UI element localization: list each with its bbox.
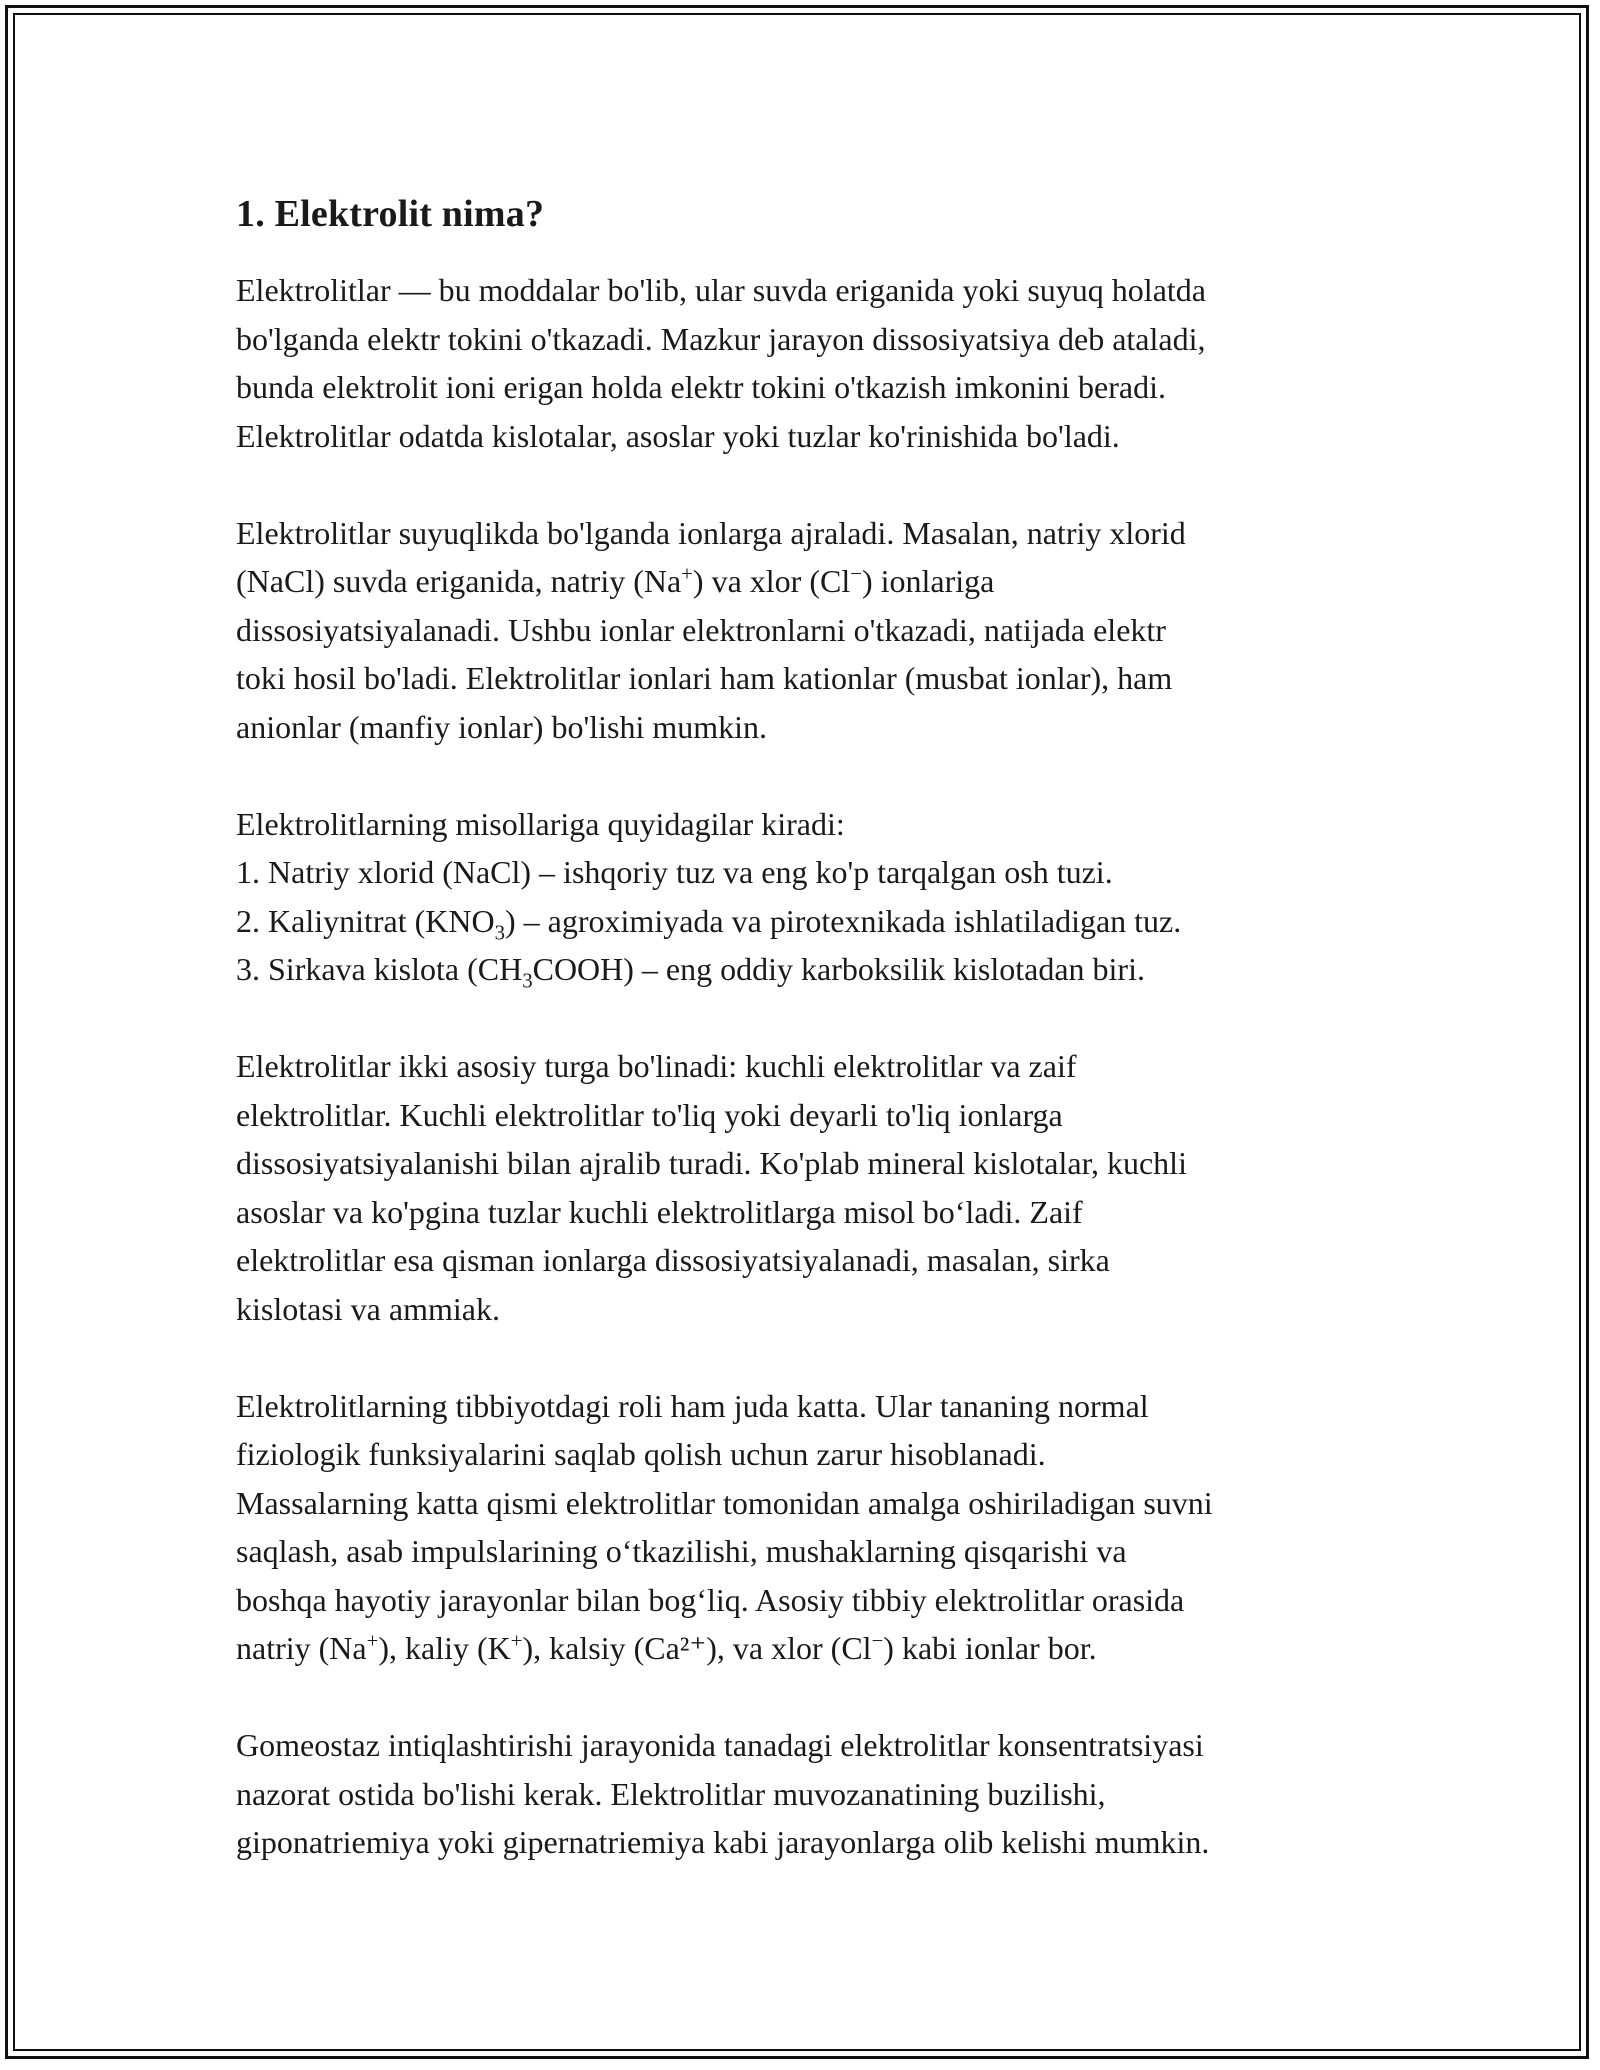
text-line: Gomeostaz intiqlashtirishi jarayonida tanadagi elektrolitlar konsentratsiyasi — [236, 1727, 1204, 1763]
text-run: (NaCl) suvda eriganida, natriy (Na — [236, 563, 682, 599]
text-line: Massalarning katta qismi elektrolitlar tomonidan amalga oshiriladigan suvni — [236, 1484, 1213, 1521]
superscript: + — [681, 562, 693, 586]
paragraph-definition — [236, 266, 1366, 460]
text-line: dissosiyatsiyalanadi. Ushbu ionlar elektronlarni o'tkazadi, natijada elektr — [236, 611, 1166, 648]
text-line: toki hosil bo'ladi. Elektrolitlar ionlari ham kationlar (musbat ionlar), ham — [236, 660, 1173, 696]
text-line: Elektrolitlar — bu moddalar bo'lib, ular suvda eriganida yoki suyuq holatda — [236, 272, 1206, 308]
text-line: nazorat ostida bo'lishi kerak. Elektrolitlar muvozanatining buzilishi, — [236, 1775, 1106, 1812]
text-line: elektrolitlar. Kuchli elektrolitlar to'liq yoki deyarli to'liq ionlarga — [236, 1096, 1063, 1133]
text-line: Elektrolitlarning tibbiyotdagi roli ham juda katta. Ular tananing normal — [236, 1387, 1149, 1424]
text-run: ) va xlor (Cl — [692, 563, 851, 599]
subscript: 3 — [522, 969, 533, 993]
text-line: Elektrolitlar odatda kislotalar, asoslar yoki tuzlar ko'rinishida bo'ladi. — [236, 417, 1120, 454]
paragraph-homeostasis — [236, 1721, 1366, 1867]
superscript: + — [366, 1629, 379, 1653]
text-run: ) kabi ionlar bor. — [883, 1630, 1097, 1666]
text-run: ) ionlariga — [861, 563, 995, 599]
paragraph-types — [236, 1042, 1366, 1333]
text-run: ) – agroximiyada va pirotexnikada ishlatiladigan tuz. — [505, 902, 1182, 939]
text-line: bunda elektrolit ioni erigan holda elektr tokini o'tkazish imkonini beradi. — [236, 369, 1166, 405]
text-line: bo'lganda elektr tokini o'tkazadi. Mazkur jarayon dissosiyatsiya deb ataladi, — [236, 320, 1206, 357]
text-line: kislotasi va ammiak. — [236, 1290, 500, 1327]
text-line: anionlar (manfiy ionlar) bo'lishi mumkin. — [236, 708, 767, 745]
text-run: ), kaliy (K — [378, 1630, 511, 1666]
text-line — [236, 557, 1366, 606]
document-body — [236, 188, 1366, 1915]
text-run: 3. Sirkava kislota (CH — [236, 951, 523, 987]
text-line: saqlash, asab impulslarining o‘tkazilishi, mushaklarning qisqarishi va — [236, 1533, 1127, 1569]
text-line — [236, 1624, 1366, 1673]
text-line: giponatriemiya yoki gipernatriemiya kabi jarayonlarga olib kelishi mumkin. — [236, 1824, 1210, 1860]
text-run: COOH) – eng oddiy karboksilik kislotadan biri. — [532, 951, 1145, 987]
superscript: + — [510, 1629, 523, 1653]
text-run: natriy (Na — [236, 1630, 367, 1666]
text-run: ), kalsiy (Ca²⁺), va xlor (Cl — [522, 1630, 872, 1666]
list-item: 1. Natriy xlorid (NaCl) – ishqoriy tuz va eng ko'p tarqalgan osh tuzi. — [236, 854, 1113, 890]
paragraph-medicine — [236, 1382, 1366, 1673]
paragraph-examples — [236, 800, 1366, 994]
paragraph-ionization — [236, 509, 1366, 752]
text-line: asoslar va ko'pgina tuzlar kuchli elektrolitlarga misol bo‘ladi. Zaif — [236, 1193, 1083, 1230]
superscript: − — [850, 562, 862, 586]
superscript: − — [871, 1629, 884, 1653]
text-run: 2. Kaliynitrat (KNO — [236, 902, 495, 939]
text-line: Elektrolitlar ikki asosiy turga bo'linadi: kuchli elektrolitlar va zaif — [236, 1048, 1077, 1084]
subscript: 3 — [494, 920, 506, 944]
text-line: Elektrolitlar suyuqlikda bo'lganda ionlarga ajraladi. Masalan, natriy xlorid — [236, 514, 1186, 551]
text-line: boshqa hayotiy jarayonlar bilan bog‘liq. Asosiy tibbiy elektrolitlar orasida — [236, 1581, 1185, 1618]
text-line: fiziologik funksiyalarini saqlab qolish uchun zarur hisoblanadi. — [236, 1436, 1046, 1472]
text-line: dissosiyatsiyalanishi bilan ajralib turadi. Ko'plab mineral kislotalar, kuchli — [236, 1145, 1187, 1181]
list-item — [236, 897, 1366, 946]
text-line: Elektrolitlarning misollariga quyidagilar kiradi: — [236, 805, 845, 842]
text-line: elektrolitlar esa qisman ionlarga dissosiyatsiyalanadi, masalan, sirka — [236, 1242, 1110, 1278]
list-item — [236, 945, 1366, 994]
section-heading: 1. Elektrolit nima? — [236, 193, 545, 235]
